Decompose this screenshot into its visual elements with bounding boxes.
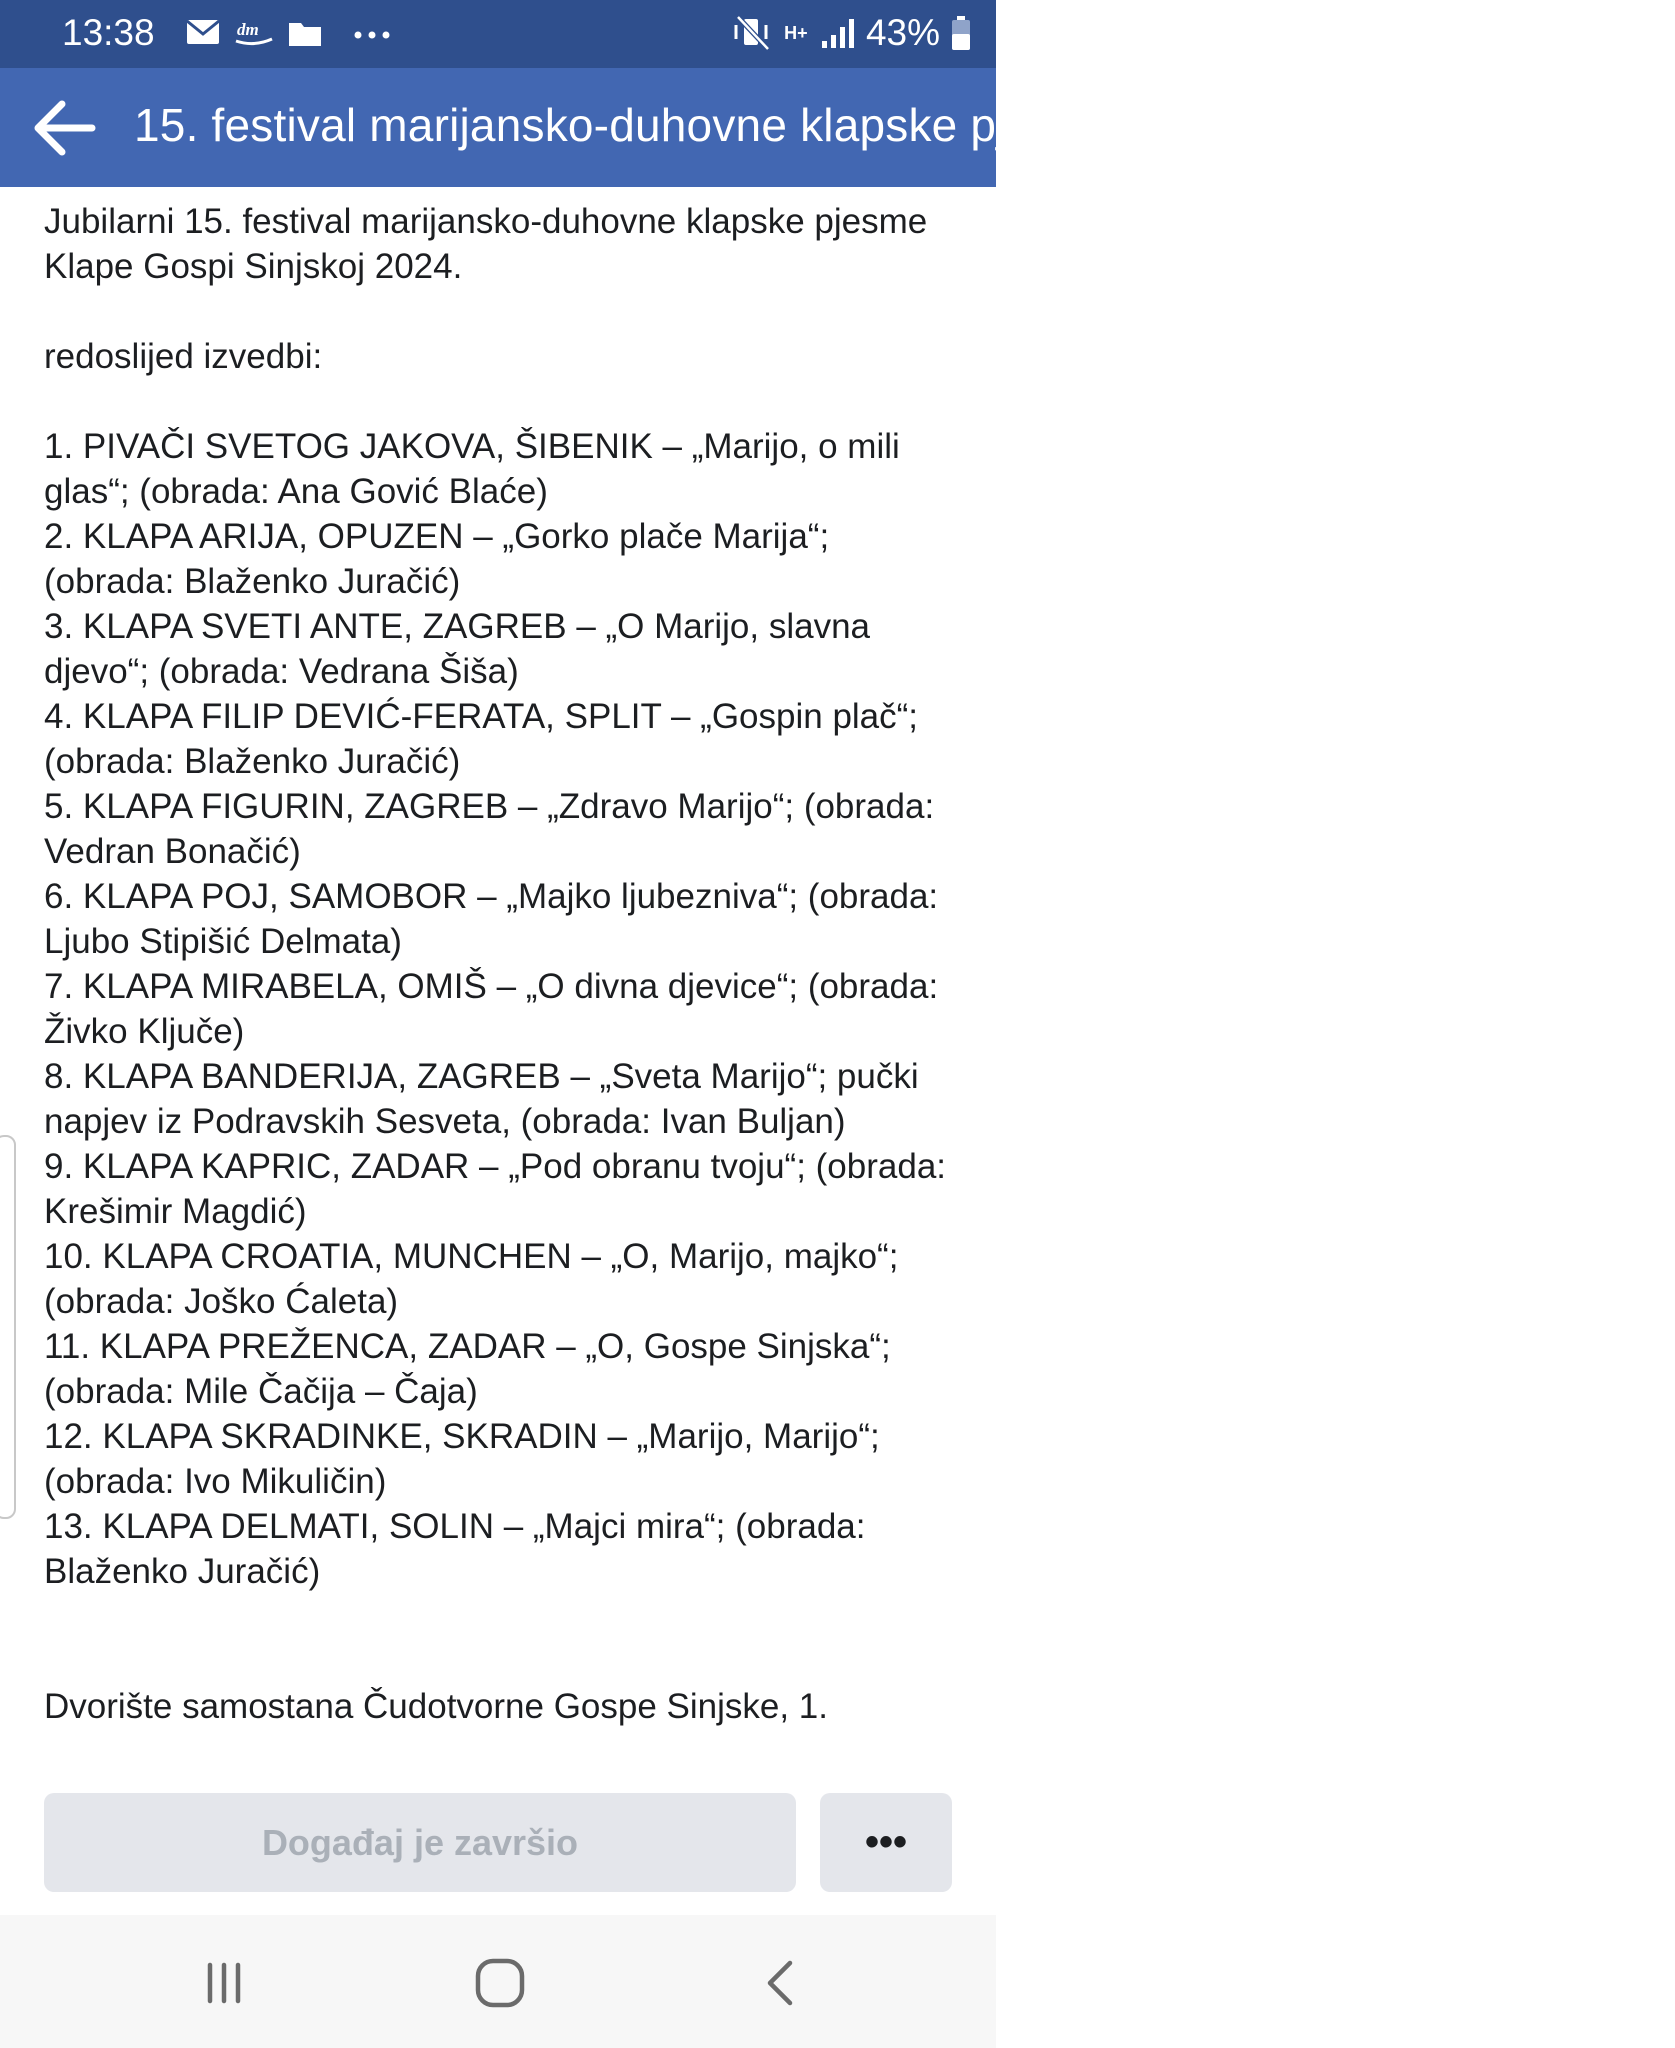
performance-item: 4. KLAPA FILIP DEVIĆ-FERATA, SPLIT – „Gospin plač“; (obrada: Blaženko Juračić) bbox=[44, 697, 919, 781]
dm-icon bbox=[234, 19, 274, 47]
performance-item: 7. KLAPA MIRABELA, OMIŠ – „O divna djevice“; (obrada: Živko Ključe) bbox=[44, 967, 939, 1051]
status-right-group bbox=[732, 12, 972, 54]
edge-panel-handle[interactable] bbox=[0, 1135, 16, 1519]
mute-vibrate-icon bbox=[732, 15, 772, 51]
recent-apps-icon[interactable] bbox=[194, 1955, 254, 2011]
app-bar bbox=[0, 68, 1675, 187]
event-description bbox=[0, 187, 996, 1763]
more-options-button[interactable]: ••• bbox=[820, 1793, 952, 1892]
performance-item: 8. KLAPA BANDERIJA, ZAGREB – „Sveta Marijo“; pučki napjev iz Podravskih Sesveta, (obrada: Ivan Buljan) bbox=[44, 1057, 919, 1141]
performance-item: 5. KLAPA FIGURIN, ZAGREB – „Zdravo Marijo“; (obrada: Vedran Bonačić) bbox=[44, 787, 935, 871]
battery-icon bbox=[950, 15, 972, 51]
status-time: 13:38 bbox=[62, 12, 155, 53]
performance-item: 6. KLAPA POJ, SAMOBOR – „Majko ljubezniva“; (obrada: Ljubo Stipišić Delmata) bbox=[44, 877, 939, 961]
performance-item: 3. KLAPA SVETI ANTE, ZAGREB – „O Marijo, slavna djevo“; (obrada: Vedrana Šiša) bbox=[44, 607, 871, 691]
performance-item: 1. PIVAČI SVETOG JAKOVA, ŠIBENIK – „Marijo, o mili glas“; (obrada: Ana Gović Blaće) bbox=[44, 427, 900, 511]
action-row bbox=[0, 1763, 996, 1915]
performance-item: 13. KLAPA DELMATI, SOLIN – „Majci mira“; (obrada: Blaženko Juračić) bbox=[44, 1507, 866, 1591]
event-ended-button: Događaj je završio bbox=[44, 1793, 796, 1892]
performance-item: 11. KLAPA PREŽENCA, ZADAR – „O, Gospe Sinjska“; (obrada: Mile Čačija – Čaja) bbox=[44, 1327, 891, 1411]
back-icon[interactable] bbox=[752, 1955, 812, 2011]
more-notifications-icon bbox=[352, 19, 394, 47]
signal-icon bbox=[820, 17, 856, 49]
performance-item: 10. KLAPA CROATIA, MUNCHEN – „O, Marijo, majko“; (obrada: Joško Ćaleta) bbox=[44, 1237, 899, 1321]
location-text: Dvorište samostana Čudotvorne Gospe Sinjske, 1. bbox=[44, 1687, 828, 1726]
performance-item: 2. KLAPA ARIJA, OPUZEN – „Gorko plače Marija“; (obrada: Blaženko Juračić) bbox=[44, 517, 830, 601]
network-type: H+ bbox=[784, 23, 808, 43]
event-title: 15. festival marijansko-duhovne klapske pjesme Klape Gospi Sinjskoj 2024 bbox=[134, 99, 1675, 151]
svg-text:dm: dm bbox=[237, 20, 259, 39]
battery-percent: 43% bbox=[865, 12, 940, 53]
performance-item: 12. KLAPA SKRADINKE, SKRADIN – „Marijo, Marijo“; (obrada: Ivo Mikuličin) bbox=[44, 1417, 880, 1501]
intro-text: Jubilarni 15. festival marijansko-duhovne klapske pjesme Klape Gospi Sinjskoj 2024. bbox=[44, 202, 928, 286]
back-arrow-icon[interactable] bbox=[30, 98, 100, 158]
system-nav-bar bbox=[0, 1915, 996, 2048]
status-bar bbox=[0, 0, 996, 68]
mail-icon bbox=[186, 19, 220, 45]
order-heading: redoslijed izvedbi: bbox=[44, 337, 323, 376]
description-text bbox=[44, 199, 964, 1729]
home-icon[interactable] bbox=[470, 1955, 530, 2011]
folder-icon bbox=[288, 19, 322, 47]
performance-item: 9. KLAPA KAPRIC, ZADAR – „Pod obranu tvoju“; (obrada: Krešimir Magdić) bbox=[44, 1147, 947, 1231]
